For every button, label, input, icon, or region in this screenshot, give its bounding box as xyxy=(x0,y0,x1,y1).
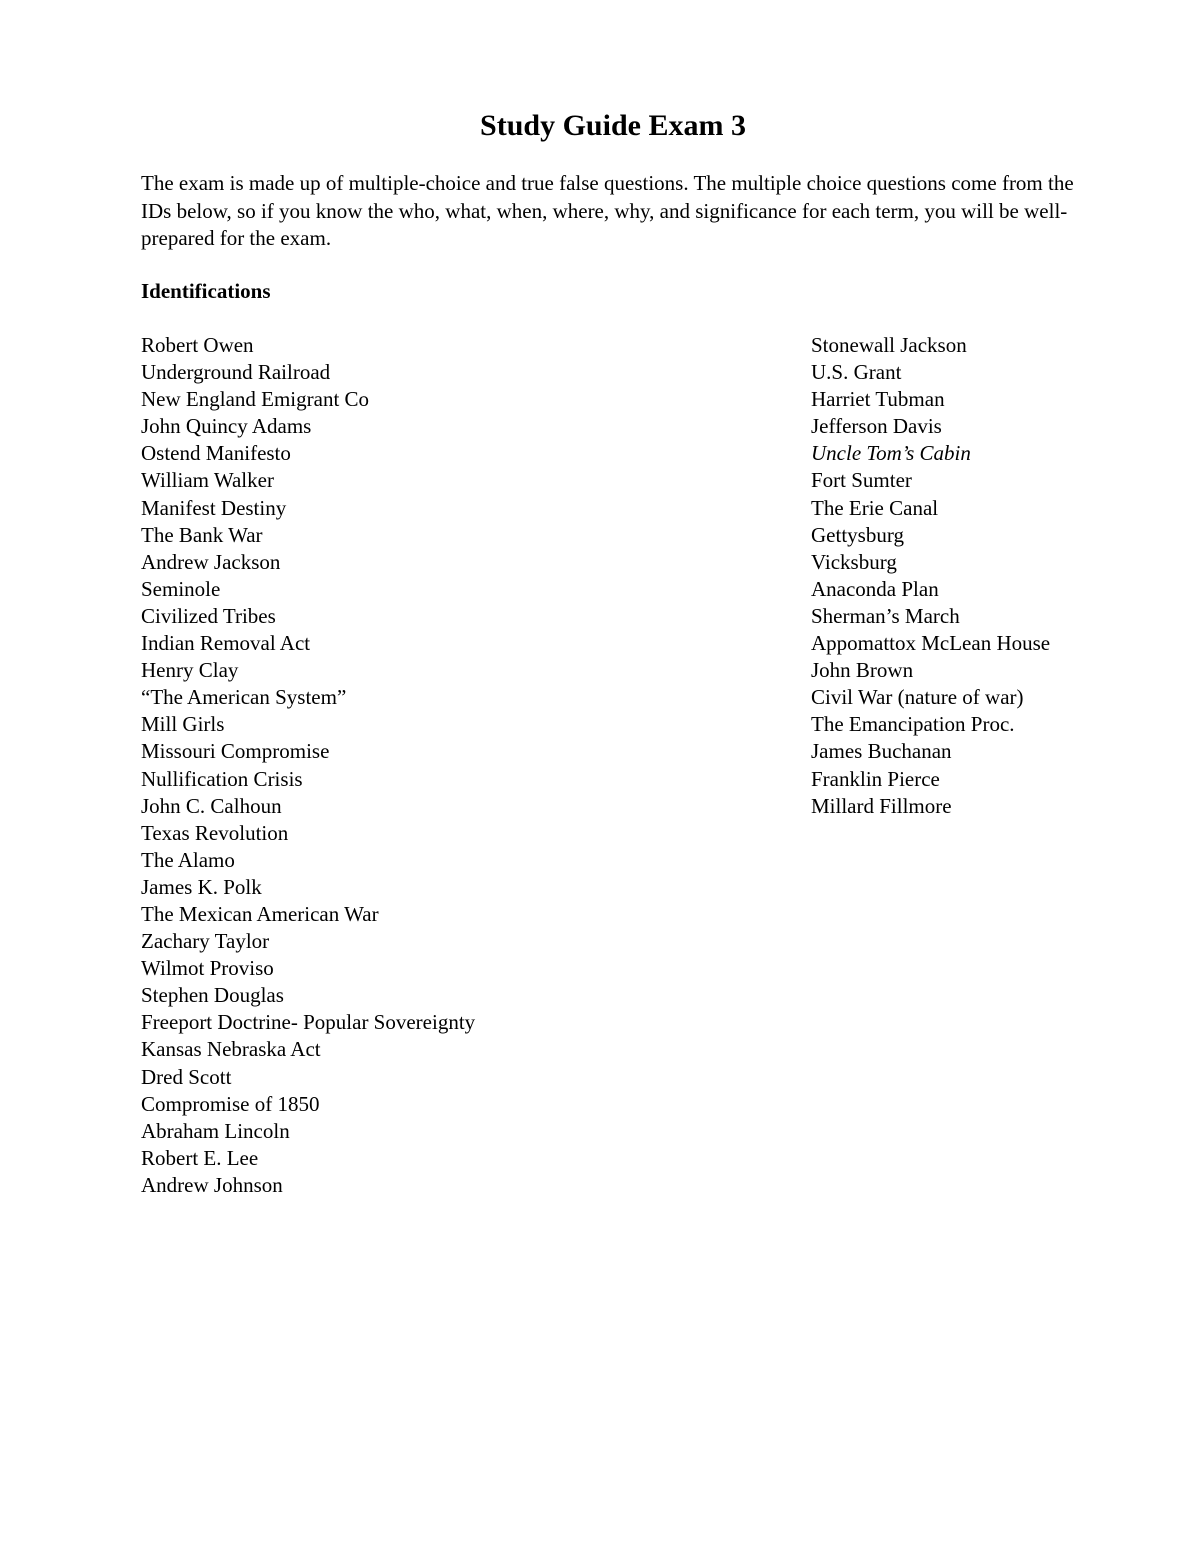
identification-item: Henry Clay xyxy=(141,658,239,683)
identification-item: Jefferson Davis xyxy=(811,414,942,439)
identification-item: U.S. Grant xyxy=(811,360,902,385)
identification-item: Freeport Doctrine- Popular Sovereignty xyxy=(141,1010,476,1035)
identification-item: Indian Removal Act xyxy=(141,631,311,656)
identification-item: The Emancipation Proc. xyxy=(811,712,1015,737)
identification-item: Compromise of 1850 xyxy=(141,1091,320,1116)
identification-item: Appomattox McLean House xyxy=(811,631,1051,656)
identification-item: John Quincy Adams xyxy=(141,414,312,439)
identification-item: The Bank War xyxy=(141,522,263,547)
identification-item: John C. Calhoun xyxy=(141,793,282,818)
identification-item: Vicksburg xyxy=(811,549,897,574)
identification-item: Texas Revolution xyxy=(141,820,289,845)
identification-item: Abraham Lincoln xyxy=(141,1118,290,1143)
identification-item: Stephen Douglas xyxy=(141,983,284,1008)
identification-item: Civil War (nature of war) xyxy=(811,685,1024,710)
identification-item: Anaconda Plan xyxy=(811,576,939,601)
intro-paragraph: The exam is made up of multiple-choice and true false questions. The multiple choice questions come from the IDs below, so if you know the who, what, when, where, why, and significance for each term, you will be well-prepared for the exam. xyxy=(141,171,1074,250)
identification-item: The Alamo xyxy=(141,847,235,872)
identification-item: The Mexican American War xyxy=(141,901,379,926)
identification-item: Dred Scott xyxy=(141,1064,232,1089)
document-title: Study Guide Exam 3 xyxy=(480,109,746,142)
identification-item: Seminole xyxy=(141,576,221,601)
identification-item: John Brown xyxy=(811,658,914,683)
identification-item: Franklin Pierce xyxy=(811,766,940,791)
identification-item: Harriet Tubman xyxy=(811,387,945,412)
identification-item: Robert E. Lee xyxy=(141,1145,259,1170)
identification-item: Missouri Compromise xyxy=(141,739,330,764)
identification-item: Nullification Crisis xyxy=(141,766,303,791)
identification-item: William Walker xyxy=(141,468,274,493)
identification-item: James Buchanan xyxy=(811,739,952,764)
section-heading-identifications: Identifications xyxy=(141,279,271,303)
identification-item: The Erie Canal xyxy=(811,495,939,520)
identification-item: Stonewall Jackson xyxy=(811,333,967,357)
identification-item: Underground Railroad xyxy=(141,360,331,385)
identification-item: Millard Fillmore xyxy=(811,793,952,818)
identification-item: Andrew Jackson xyxy=(141,549,281,574)
identification-item: Kansas Nebraska Act xyxy=(141,1037,321,1062)
identifications-left-column xyxy=(141,332,475,1199)
identification-item: Zachary Taylor xyxy=(141,929,270,954)
identification-item: Ostend Manifesto xyxy=(141,441,291,466)
identification-item: Uncle Tom’s Cabin xyxy=(811,441,971,466)
identification-item: New England Emigrant Co xyxy=(141,387,370,412)
identification-item: Fort Sumter xyxy=(811,468,912,493)
identification-item: Civilized Tribes xyxy=(141,603,276,628)
identification-item: Robert Owen xyxy=(141,333,254,357)
identification-item: “The American System” xyxy=(141,685,347,710)
identification-item: Wilmot Proviso xyxy=(141,956,274,981)
identification-item: Sherman’s March xyxy=(811,603,960,628)
identification-item: Gettysburg xyxy=(811,522,904,547)
identifications-right-column xyxy=(811,332,1050,820)
identification-item: Mill Girls xyxy=(141,712,225,737)
identification-item: Andrew Johnson xyxy=(141,1172,283,1197)
identification-item: Manifest Destiny xyxy=(141,495,287,520)
identification-item: James K. Polk xyxy=(141,874,262,899)
